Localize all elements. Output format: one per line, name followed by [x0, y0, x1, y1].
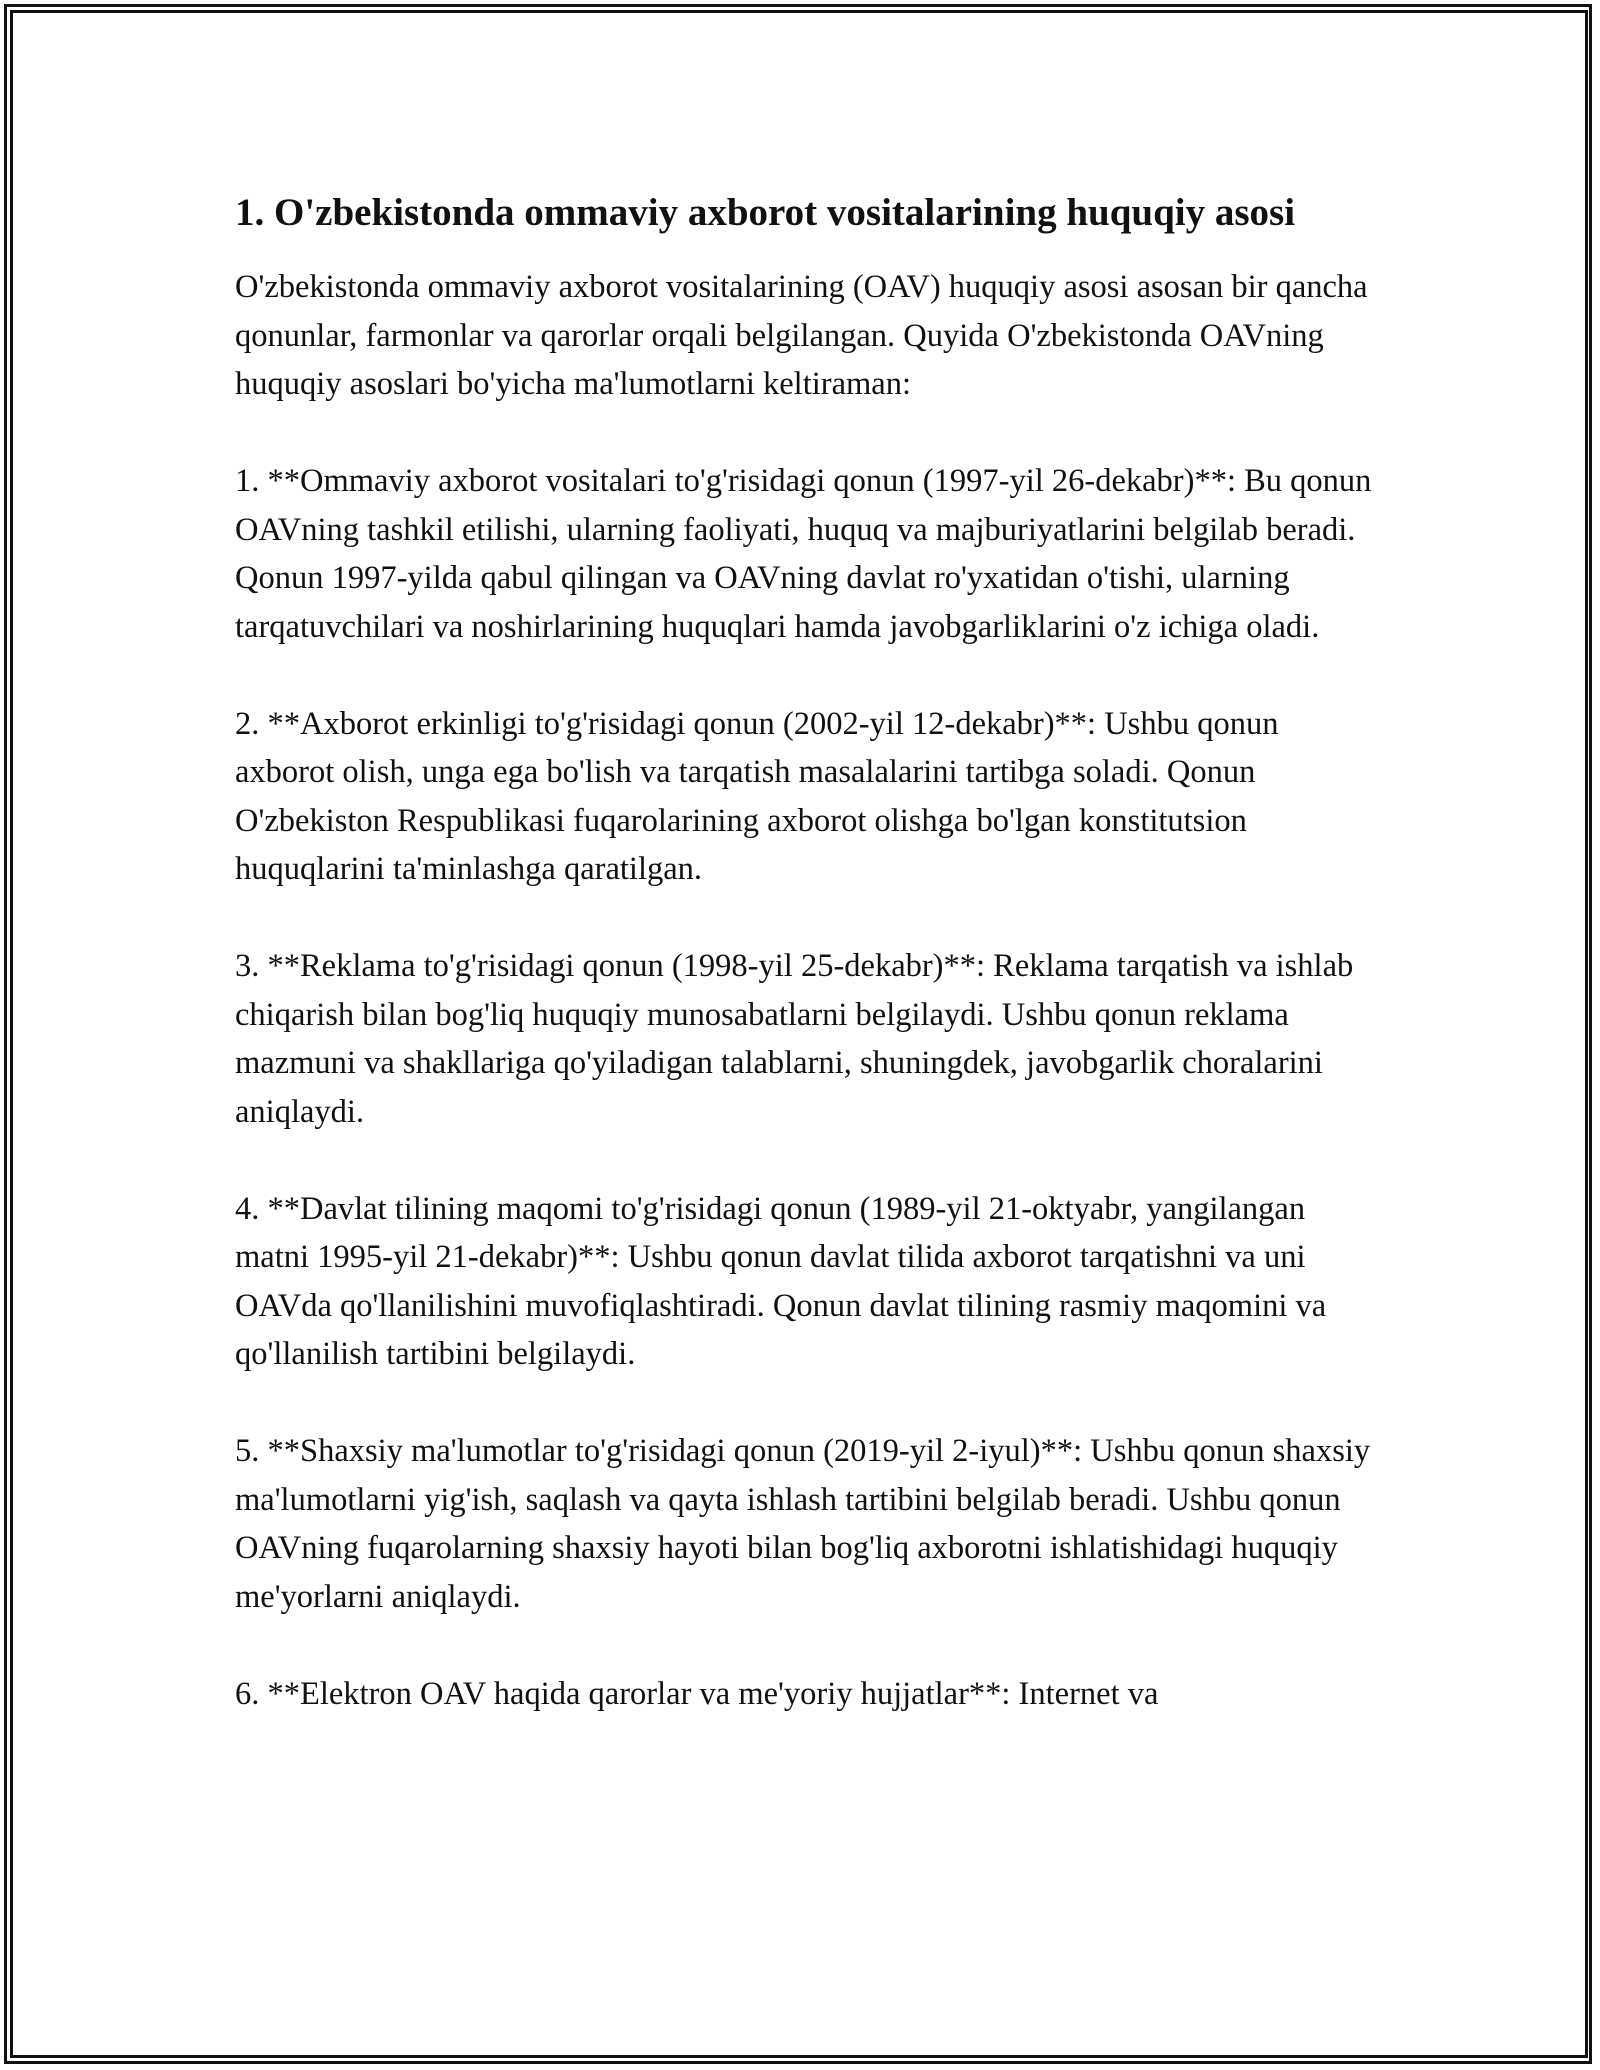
law-item-2: 2. **Axborot erkinligi to'g'risidagi qonun (2002-yil 12-dekabr)**: Ushbu qonun axborot olish, unga ega bo'lish va tarqatish masalalarini tartibga soladi. Qonun O'zbekiston Respublikasi fuqarolarining axborot olishga bo'lgan konstitutsion huquqlarini ta'minlashga qaratilgan. — [235, 705, 1279, 887]
law-item-3: 3. **Reklama to'g'risidagi qonun (1998-yil 25-dekabr)**: Reklama tarqatish va ishlab chiqarish bilan bog'liq huquqiy munosabatlarni belgilaydi. Ushbu qonun reklama mazmuni va shakllariga qo'yiladigan talablarni, shuningdek, javobgarlik choralarini aniqlaydi. — [235, 948, 1354, 1130]
law-item-5: 5. **Shaxsiy ma'lumotlar to'g'risidagi qonun (2019-yil 2-iyul)**: Ushbu qonun shaxsiy ma'lumotlarni yig'ish, saqlash va qayta ishlash tartibini belgilab beradi. Ushbu qonun OAVning fuqarolarning shaxsiy hayoti bilan bog'liq axborotni ishlatishidagi huquqiy me'yorlarni aniqlaydi. — [235, 1433, 1371, 1615]
law-item-4: 4. **Davlat tilining maqomi to'g'risidagi qonun (1989-yil 21-oktyabr, yangilangan matni 1995-yil 21-dekabr)**: Ushbu qonun davlat tilida axborot tarqatishni va uni OAVda qo'llanilishini muvofiqlashtiradi. Qonun davlat tilining rasmiy maqomini va qo'llanilish tartibini belgilaydi. — [235, 1190, 1327, 1372]
document-body — [235, 185, 1375, 1718]
law-item-6: 6. **Elektron OAV haqida qarorlar va me'yoriy hujjatlar**: Internet va — [235, 1675, 1159, 1712]
document-title: 1. O'zbekistonda ommaviy axborot vositalarining huquqiy asosi — [235, 191, 1296, 234]
law-item-1: 1. **Ommaviy axborot vositalari to'g'risidagi qonun (1997-yil 26-dekabr)**: Bu qonun OAVning tashkil etilishi, ularning faoliyati, huquq va majburiyatlarini belgilab beradi. Qonun 1997-yilda qabul qilingan va OAVning davlat ro'yxatidan o'tishi, ularning tarqatuvchilari va noshirlarining huquqlari hamda javobgarliklarini o'z ichiga oladi. — [235, 463, 1372, 645]
intro-paragraph: O'zbekistonda ommaviy axborot vositalarining (OAV) huquqiy asosi asosan bir qancha qonunlar, farmonlar va qarorlar orqali belgilangan. Quyida O'zbekistonda OAVning huquqiy asoslari bo'yicha ma'lumotlarni keltiraman: — [235, 269, 1368, 402]
